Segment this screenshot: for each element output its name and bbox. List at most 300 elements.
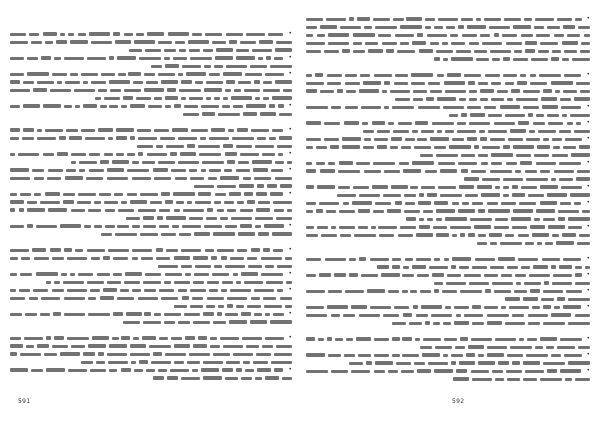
text-glyphs	[159, 225, 169, 228]
text-glyphs	[379, 234, 394, 237]
text-glyphs	[562, 58, 569, 61]
text-glyphs	[503, 178, 523, 181]
text-glyphs	[108, 361, 128, 364]
text-glyphs	[509, 306, 529, 309]
text-glyphs	[459, 266, 469, 269]
text-glyphs	[459, 98, 466, 101]
text-glyphs	[519, 338, 524, 341]
text-glyphs	[210, 345, 220, 348]
text-glyphs	[193, 256, 208, 260]
text-glyphs	[88, 344, 106, 348]
text-glyphs	[227, 160, 235, 164]
text-glyphs	[160, 137, 175, 140]
text-glyphs	[181, 249, 201, 252]
text-glyphs	[50, 89, 71, 92]
text-line	[10, 351, 292, 357]
text-glyphs	[487, 321, 502, 325]
text-line	[10, 279, 292, 285]
text-glyphs	[334, 273, 346, 277]
text-glyphs	[31, 41, 42, 44]
text-glyphs	[534, 26, 544, 29]
text-glyphs	[137, 145, 153, 148]
text-glyphs	[556, 241, 574, 245]
text-glyphs	[213, 353, 230, 356]
text-glyphs	[67, 257, 87, 260]
text-glyphs	[461, 18, 473, 21]
text-glyphs	[10, 80, 20, 84]
text-glyphs	[328, 162, 335, 165]
text-glyphs	[537, 242, 542, 245]
text-glyphs	[184, 313, 200, 316]
text-glyphs	[438, 162, 455, 165]
text-glyphs	[412, 265, 426, 269]
text-glyphs	[378, 34, 391, 37]
text-glyphs	[507, 266, 518, 269]
text-glyphs	[384, 170, 400, 173]
text-glyphs	[476, 58, 489, 61]
text-glyphs	[263, 81, 272, 84]
text-glyphs	[495, 378, 504, 381]
text-glyphs	[173, 192, 195, 196]
text-glyphs	[467, 106, 481, 109]
text-glyphs	[222, 281, 233, 284]
text-glyphs	[559, 265, 572, 269]
text-glyphs	[306, 121, 321, 125]
text-glyphs	[417, 138, 427, 141]
text-glyphs	[191, 129, 208, 132]
text-glyphs	[243, 361, 250, 364]
text-glyphs	[217, 185, 236, 188]
text-glyphs	[503, 194, 509, 197]
text-glyphs	[64, 57, 84, 60]
text-glyphs	[200, 137, 206, 140]
text-glyphs	[528, 194, 544, 197]
text-glyphs	[394, 82, 408, 85]
text-glyphs	[526, 138, 540, 141]
text-glyphs	[562, 41, 578, 45]
text-glyphs	[99, 193, 111, 196]
text-line	[10, 167, 292, 173]
text-glyphs	[351, 370, 370, 373]
text-glyphs	[511, 89, 520, 93]
text-glyphs	[428, 362, 448, 365]
text-glyphs	[229, 320, 247, 324]
text-glyphs	[170, 369, 189, 372]
text-glyphs	[354, 234, 376, 237]
paragraph-bullet: •	[586, 367, 590, 374]
text-glyphs	[456, 369, 467, 373]
text-glyphs	[10, 368, 28, 372]
text-glyphs	[335, 338, 343, 341]
text-glyphs	[554, 170, 574, 173]
text-glyphs	[315, 73, 323, 77]
text-glyphs	[415, 121, 428, 125]
text-glyphs	[480, 34, 490, 37]
text-glyphs	[182, 65, 201, 68]
text-glyphs	[94, 225, 102, 228]
text-glyphs	[259, 40, 273, 44]
text-glyphs	[478, 82, 488, 85]
text-glyphs	[27, 72, 49, 76]
text-glyphs	[343, 202, 349, 205]
text-glyphs	[143, 321, 161, 324]
text-glyphs	[417, 33, 423, 37]
text-glyphs	[395, 201, 402, 205]
text-glyphs	[306, 226, 314, 229]
text-glyphs	[374, 370, 385, 373]
text-glyphs	[492, 370, 503, 373]
text-glyphs	[527, 338, 537, 341]
text-glyphs	[558, 210, 579, 213]
text-glyphs	[45, 129, 63, 132]
text-glyphs	[223, 97, 228, 100]
text-glyphs	[443, 58, 448, 61]
text-glyphs	[158, 73, 175, 76]
text-glyphs	[109, 56, 114, 60]
text-glyphs	[206, 305, 215, 308]
text-glyphs	[198, 192, 211, 196]
text-glyphs	[540, 170, 550, 173]
paragraph-bullet: •	[586, 223, 590, 230]
text-glyphs	[563, 90, 577, 93]
text-glyphs	[261, 273, 283, 276]
text-glyphs	[285, 257, 292, 260]
text-glyphs	[224, 201, 234, 204]
text-glyphs	[468, 345, 484, 349]
text-glyphs	[530, 74, 536, 77]
text-glyphs	[100, 160, 109, 164]
text-glyphs	[495, 218, 508, 221]
text-glyphs	[254, 313, 262, 316]
text-glyphs	[565, 138, 582, 141]
text-glyphs	[153, 376, 164, 380]
text-glyphs	[269, 104, 275, 108]
text-line	[10, 159, 292, 165]
text-glyphs	[436, 233, 449, 237]
text-glyphs	[64, 313, 85, 316]
text-glyphs	[578, 26, 590, 29]
text-glyphs	[374, 74, 392, 77]
text-glyphs	[525, 49, 535, 53]
text-glyphs	[503, 74, 517, 77]
text-glyphs	[192, 33, 202, 36]
text-glyphs	[482, 178, 500, 181]
text-glyphs	[140, 233, 158, 236]
text-glyphs	[190, 305, 203, 308]
text-glyphs	[100, 296, 114, 300]
text-glyphs	[104, 153, 113, 156]
text-glyphs	[450, 34, 458, 37]
text-glyphs	[471, 170, 486, 173]
text-glyphs	[273, 249, 283, 252]
text-glyphs	[505, 82, 514, 85]
text-glyphs	[494, 33, 499, 37]
paragraph-bullet: •	[288, 102, 292, 109]
text-glyphs	[127, 153, 135, 156]
text-glyphs	[270, 192, 283, 196]
text-glyphs	[410, 290, 417, 293]
text-glyphs	[247, 305, 261, 308]
text-glyphs	[337, 194, 356, 197]
text-glyphs	[232, 137, 254, 140]
text-line	[306, 168, 590, 174]
text-line	[10, 263, 292, 269]
text-glyphs	[490, 242, 497, 245]
text-glyphs	[421, 305, 442, 309]
text-glyphs	[320, 90, 334, 93]
text-glyphs	[327, 82, 341, 85]
text-glyphs	[239, 184, 254, 188]
text-glyphs	[342, 137, 361, 141]
text-glyphs	[165, 353, 186, 356]
text-glyphs	[416, 233, 433, 237]
text-line	[306, 376, 590, 382]
paragraph-bullet: •	[288, 190, 292, 197]
text-glyphs	[218, 305, 224, 308]
text-glyphs	[512, 226, 527, 229]
paragraph-bullet: •	[288, 310, 292, 317]
text-glyphs	[154, 313, 161, 316]
text-glyphs	[161, 297, 178, 300]
text-glyphs	[506, 370, 522, 373]
text-glyphs	[46, 336, 51, 340]
text-glyphs	[375, 26, 397, 29]
text-glyphs	[372, 185, 388, 189]
text-glyphs	[263, 248, 270, 252]
text-glyphs	[547, 193, 567, 197]
text-glyphs	[224, 169, 232, 172]
text-glyphs	[338, 170, 360, 173]
text-line	[306, 136, 590, 142]
text-glyphs	[492, 282, 513, 285]
text-glyphs	[395, 34, 414, 37]
text-glyphs	[164, 57, 170, 60]
text-glyphs	[20, 353, 41, 356]
text-glyphs	[574, 97, 590, 101]
text-glyphs	[306, 306, 324, 309]
text-glyphs	[156, 257, 170, 260]
text-glyphs	[543, 322, 565, 325]
text-glyphs	[71, 345, 85, 348]
text-glyphs	[436, 154, 458, 157]
text-glyphs	[519, 202, 536, 205]
text-glyphs	[207, 281, 219, 284]
text-glyphs	[478, 354, 484, 357]
text-glyphs	[392, 337, 400, 341]
text-glyphs	[547, 26, 560, 29]
text-glyphs	[276, 41, 292, 44]
text-glyphs	[427, 193, 437, 197]
text-glyphs	[543, 305, 551, 309]
text-glyphs	[156, 248, 163, 252]
text-glyphs	[567, 122, 573, 125]
text-glyphs	[421, 186, 435, 189]
text-glyphs	[423, 338, 441, 341]
text-glyphs	[458, 209, 475, 213]
text-glyphs	[229, 40, 237, 44]
text-glyphs	[279, 136, 292, 140]
text-glyphs	[320, 25, 337, 29]
text-glyphs	[331, 106, 341, 109]
text-glyphs	[464, 274, 481, 277]
text-glyphs	[153, 168, 168, 172]
text-glyphs	[10, 73, 24, 76]
text-glyphs	[71, 161, 76, 164]
text-glyphs	[392, 106, 414, 109]
text-glyphs	[31, 369, 43, 372]
text-glyphs	[127, 169, 149, 172]
text-glyphs	[243, 112, 257, 116]
text-glyphs	[107, 168, 124, 172]
text-glyphs	[416, 258, 431, 261]
text-glyphs	[358, 226, 368, 229]
text-line	[10, 295, 292, 301]
text-glyphs	[501, 274, 512, 277]
text-glyphs	[552, 282, 572, 285]
text-line	[10, 343, 292, 349]
text-glyphs	[442, 290, 457, 293]
text-glyphs	[445, 217, 467, 221]
text-glyphs	[109, 105, 118, 108]
text-glyphs	[261, 257, 282, 260]
text-glyphs	[214, 201, 221, 204]
text-glyphs	[222, 368, 233, 372]
text-glyphs	[234, 89, 241, 92]
text-glyphs	[181, 97, 186, 100]
text-glyphs	[204, 225, 222, 228]
text-glyphs	[68, 369, 87, 372]
text-glyphs	[505, 234, 514, 237]
text-glyphs	[20, 273, 32, 276]
text-glyphs	[68, 33, 74, 36]
text-glyphs	[547, 369, 557, 373]
text-glyphs	[205, 33, 222, 36]
text-glyphs	[278, 153, 283, 156]
text-glyphs	[96, 361, 105, 364]
text-glyphs	[247, 200, 255, 204]
text-glyphs	[418, 201, 431, 205]
text-glyphs	[532, 306, 540, 309]
text-glyphs	[491, 153, 513, 157]
text-glyphs	[370, 258, 389, 261]
text-glyphs	[349, 258, 356, 261]
text-glyphs	[94, 201, 101, 204]
text-glyphs	[226, 65, 247, 68]
text-glyphs	[81, 73, 98, 76]
text-glyphs	[41, 56, 51, 60]
text-glyphs	[79, 169, 85, 172]
text-line	[10, 199, 292, 205]
text-glyphs	[339, 226, 355, 229]
text-glyphs	[189, 217, 203, 220]
text-glyphs	[316, 209, 323, 213]
text-glyphs	[151, 65, 162, 68]
text-glyphs	[478, 154, 488, 157]
text-glyphs	[400, 226, 416, 229]
text-glyphs	[451, 361, 456, 365]
text-glyphs	[361, 274, 378, 277]
text-glyphs	[530, 289, 540, 293]
text-glyphs	[253, 361, 268, 364]
text-glyphs	[10, 89, 30, 92]
text-glyphs	[179, 49, 186, 52]
text-glyphs	[216, 48, 233, 52]
text-glyphs	[43, 104, 61, 108]
text-glyphs	[366, 361, 372, 365]
text-glyphs	[277, 265, 292, 268]
text-glyphs	[222, 105, 230, 108]
text-glyphs	[247, 257, 257, 260]
text-glyphs	[540, 337, 557, 341]
text-line	[10, 71, 292, 77]
text-glyphs	[275, 80, 292, 84]
text-glyphs	[560, 369, 581, 373]
text-glyphs	[186, 72, 206, 76]
text-glyphs	[540, 201, 557, 205]
text-glyphs	[564, 74, 581, 77]
text-glyphs	[190, 57, 212, 60]
text-glyphs	[57, 81, 62, 84]
text-glyphs	[402, 337, 412, 341]
text-glyphs	[352, 201, 372, 205]
text-glyphs	[563, 146, 576, 149]
text-glyphs	[345, 74, 357, 77]
text-glyphs	[286, 281, 292, 284]
text-glyphs	[144, 88, 164, 92]
text-glyphs	[183, 113, 199, 116]
text-glyphs	[150, 201, 162, 204]
text-glyphs	[244, 192, 253, 196]
text-glyphs	[213, 321, 226, 324]
text-glyphs	[545, 242, 553, 245]
text-glyphs	[270, 320, 292, 324]
text-glyphs	[513, 145, 534, 149]
text-glyphs	[515, 170, 521, 173]
text-glyphs	[110, 89, 121, 92]
text-glyphs	[472, 266, 487, 269]
text-glyphs	[306, 234, 318, 237]
text-glyphs	[445, 90, 466, 93]
text-glyphs	[251, 297, 260, 300]
text-glyphs	[57, 152, 68, 156]
text-glyphs	[174, 104, 181, 108]
text-glyphs	[458, 25, 464, 29]
text-glyphs	[469, 98, 477, 101]
text-glyphs	[270, 65, 292, 68]
text-glyphs	[554, 34, 564, 37]
text-glyphs	[98, 352, 104, 356]
text-line	[306, 160, 590, 166]
text-glyphs	[88, 313, 110, 316]
text-glyphs	[386, 49, 394, 53]
text-line	[10, 63, 292, 69]
text-glyphs	[543, 138, 549, 141]
text-line	[10, 335, 292, 341]
text-glyphs	[244, 281, 263, 284]
text-glyphs	[436, 209, 455, 213]
text-glyphs	[147, 32, 164, 36]
text-glyphs	[66, 169, 76, 172]
text-glyphs	[52, 345, 68, 348]
text-glyphs	[37, 81, 54, 84]
text-glyphs	[540, 42, 558, 45]
text-glyphs	[246, 345, 259, 348]
text-glyphs	[47, 177, 61, 180]
text-glyphs	[107, 177, 128, 180]
text-glyphs	[63, 193, 75, 196]
text-glyphs	[181, 80, 192, 84]
text-glyphs	[436, 218, 442, 221]
